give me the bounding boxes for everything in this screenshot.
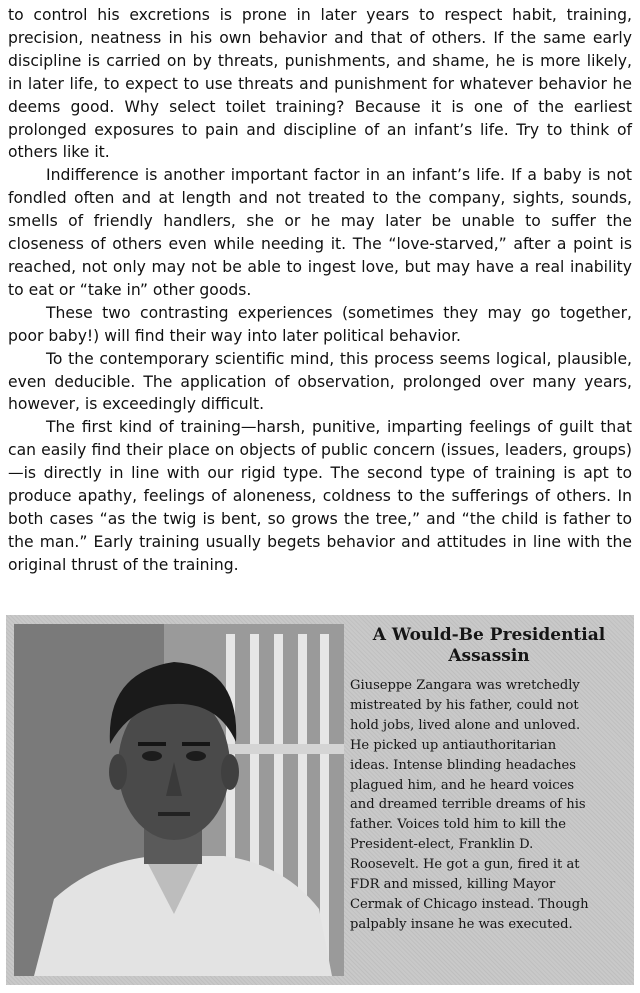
sidebar-line: Cermak of Chicago instead. Though bbox=[350, 896, 589, 912]
sidebar-line: and dreamed terrible dreams of his bbox=[350, 797, 586, 813]
portrait-photo bbox=[14, 624, 344, 976]
paragraph-5: The first kind of training—harsh, punitive, imparting feelings of guilt that can easily find their place on objects of public concern (issues, leaders, groups)—is directly in line with our rigid type. The second type of training is apt to produce apathy, feelings of aloneness, coldness to the sufferings of others. In both cases “as the twig is bent, so grows the tree,” and “the child is father to the man.” Early training usually begets behavior and attitudes in line with the original thrust of the training. bbox=[8, 418, 632, 574]
sidebar-box bbox=[6, 615, 634, 985]
sidebar-line: Giuseppe Zangara was wretchedly bbox=[350, 678, 580, 693]
sidebar-title-line-2: Assassin bbox=[448, 646, 530, 666]
sidebar-line: plagued him, and he heard voices bbox=[350, 777, 575, 793]
sidebar-title-line-1: A Would-Be Presidential bbox=[372, 625, 606, 645]
paragraph-1: to control his excretions is prone in later years to respect habit, training, precision, neatness in his own behavior and that of others. If the same early discipline is carried on by threats, punishments, and shame, he is more likely, in later life, to expect to use threats and punishment for whatever behavior he deems good. Why select toilet training? Because it is one of the earliest prolonged exposures to pain and discipline of an infant’s life. Try to think of others like it. bbox=[8, 6, 632, 162]
paragraph-2: Indifference is another important factor in an infant’s life. If a baby is not fondled often and at length and not treated to the company, sights, sounds, smells of friendly handlers, she or he may later be unable to suffer the closeness of others even while needing it. The “love-starved,” after a point is reached, not only may not be able to ingest love, but may have a real inability to eat or “take in” other goods. bbox=[8, 166, 632, 299]
sidebar-line: Roosevelt. He got a gun, fired it at bbox=[350, 857, 580, 873]
paragraph-3: These two contrasting experiences (sometimes they may go together, poor baby!) will find their way into later political behavior. bbox=[8, 303, 632, 345]
sidebar-line: ideas. Intense blinding headaches bbox=[350, 757, 576, 773]
sidebar-line: palpably insane he was executed. bbox=[350, 916, 573, 932]
body-text bbox=[8, 4, 632, 577]
paragraph-4: To the contemporary scientific mind, this process seems logical, plausible, even deducible. The application of observation, prolonged over many years, however, is exceedingly difficult. bbox=[8, 349, 632, 414]
sidebar-line: father. Voices told him to kill the bbox=[350, 817, 567, 833]
portrait-illustration bbox=[14, 624, 344, 976]
sidebar-line: FDR and missed, killing Mayor bbox=[350, 877, 556, 893]
sidebar-text bbox=[350, 625, 628, 935]
sidebar-line: hold jobs, lived alone and unloved. bbox=[350, 717, 581, 733]
sidebar-line: He picked up antiauthoritarian bbox=[350, 737, 557, 753]
sidebar-title bbox=[350, 625, 628, 667]
sidebar-line: mistreated by his father, could not bbox=[350, 697, 579, 713]
sidebar-line: President-elect, Franklin D. bbox=[350, 837, 534, 853]
sidebar-body bbox=[350, 676, 628, 935]
